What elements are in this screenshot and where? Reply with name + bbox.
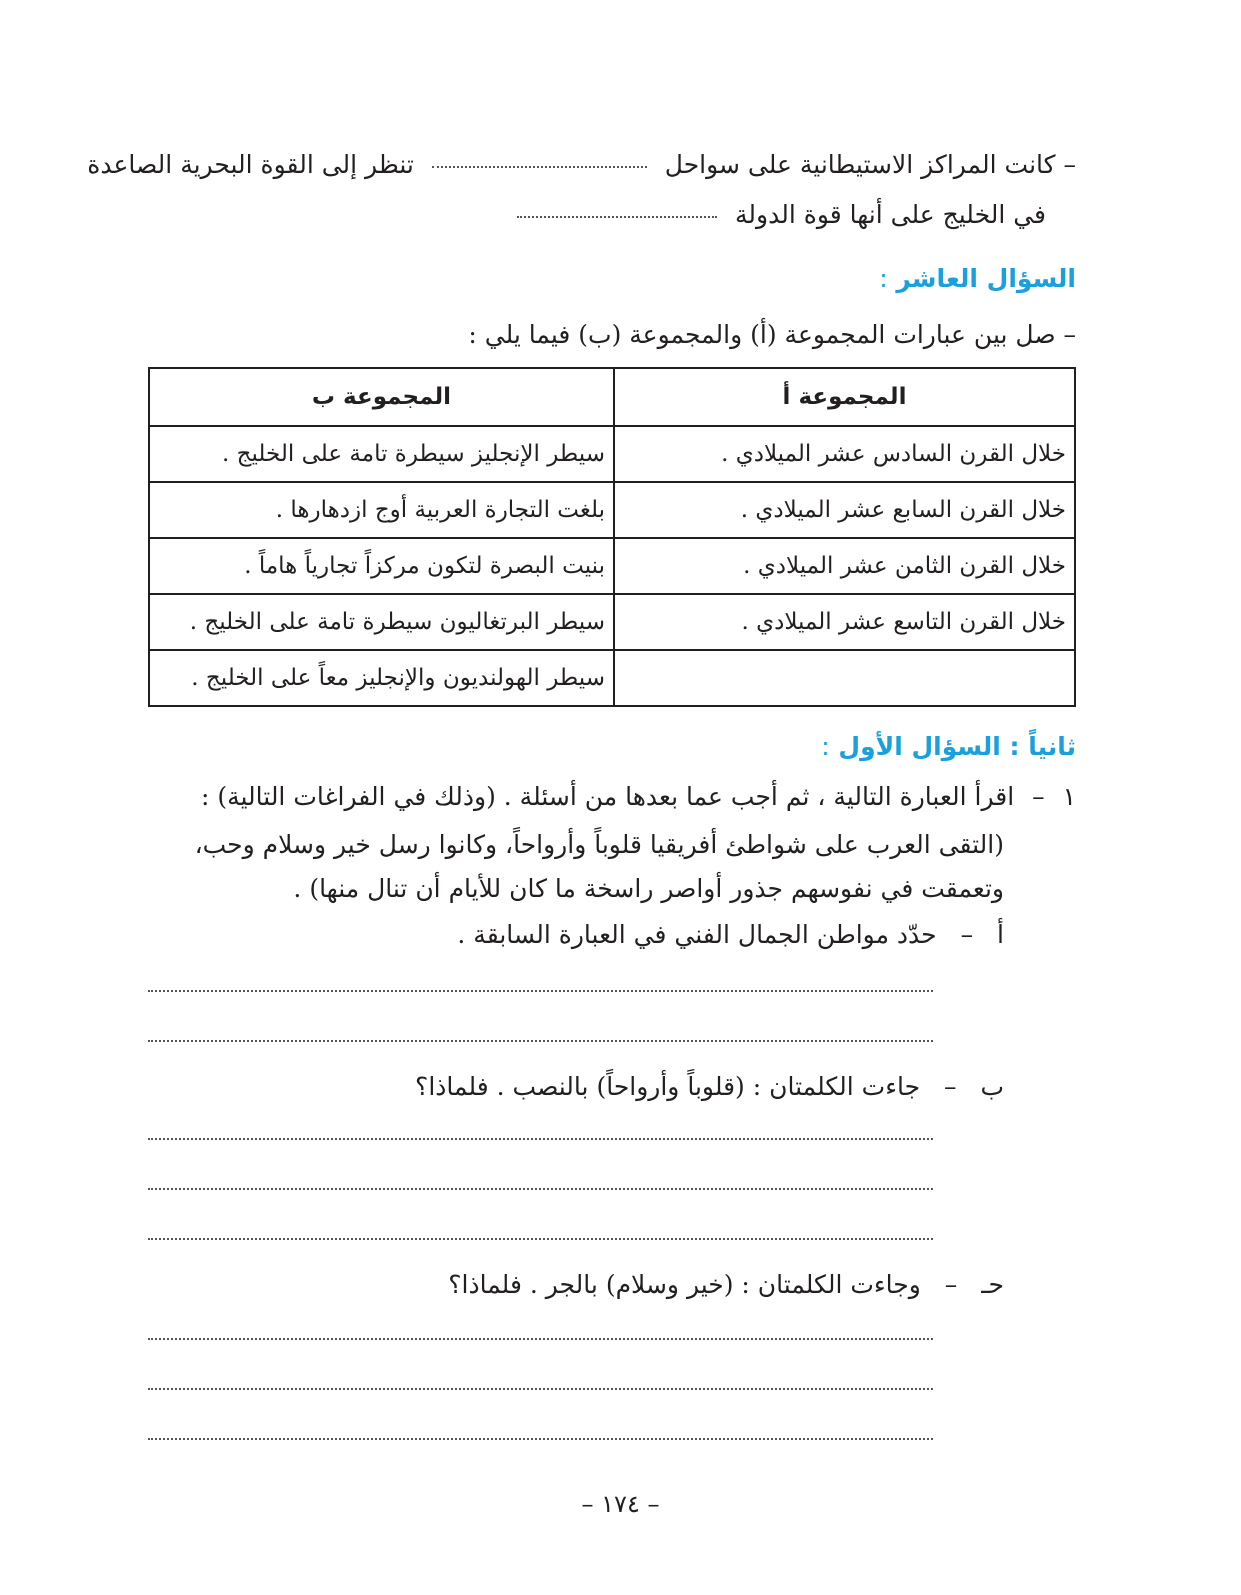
- table-row: [149, 426, 1075, 482]
- answer-line[interactable]: [148, 1238, 933, 1240]
- header-group-a: المجموعة أ: [614, 368, 1075, 426]
- table-row: [149, 650, 1075, 706]
- answer-line[interactable]: [148, 1388, 933, 1390]
- statement-line-2: [517, 198, 1046, 232]
- table-row: [149, 594, 1075, 650]
- answer-line[interactable]: [148, 1138, 933, 1140]
- sub-b-letter: ب: [980, 1072, 1004, 1101]
- sub-dash: –: [944, 1270, 958, 1299]
- sub-question-b: [415, 1070, 1004, 1104]
- statement-start: – كانت المراكز الاستيطانية على سواحل: [664, 150, 1076, 179]
- cell-group-b: بنيت البصرة لتكون مركزاً تجارياً هاماً .: [149, 538, 614, 594]
- cell-group-a: [614, 650, 1075, 706]
- page-number: – ١٧٤ –: [581, 1490, 660, 1518]
- cell-group-a: خلال القرن الثامن عشر الميلادي .: [614, 538, 1075, 594]
- cell-group-a: خلال القرن السادس عشر الميلادي .: [614, 426, 1075, 482]
- sub-dash: –: [944, 1072, 957, 1101]
- item-dash: –: [1032, 782, 1045, 811]
- answer-line[interactable]: [148, 1040, 933, 1042]
- sub-b-text: جاءت الكلمتان : (قلوباً وأرواحاً) بالنصب . فلماذا؟: [415, 1072, 921, 1101]
- section-2-heading: [821, 730, 1076, 764]
- section-2-title: ثانياً : السؤال الأول: [838, 732, 1076, 761]
- sub-a-text: حدّد مواطن الجمال الفني في العبارة السابقة .: [457, 920, 937, 949]
- statement-line-1: [87, 148, 1076, 182]
- sub-dash: –: [960, 920, 974, 949]
- statement-line-2-text: في الخليج على أنها قوة الدولة: [735, 200, 1046, 229]
- item-1: [201, 780, 1076, 814]
- cell-group-a: خلال القرن التاسع عشر الميلادي .: [614, 594, 1075, 650]
- passage-line-2: وتعمقت في نفوسهم جذور أواصر راسخة ما كان للأيام أن تنال منها) .: [293, 874, 1004, 903]
- cell-group-b: سيطر الهولنديون والإنجليز معاً على الخليج .: [149, 650, 614, 706]
- item-number: ١: [1062, 782, 1076, 811]
- sub-c-letter: حـ: [981, 1270, 1004, 1299]
- cell-group-a: خلال القرن السابع عشر الميلادي .: [614, 482, 1075, 538]
- answer-line[interactable]: [148, 1438, 933, 1440]
- cell-group-b: بلغت التجارة العربية أوج ازدهارها .: [149, 482, 614, 538]
- heading-colon: :: [821, 732, 830, 761]
- question-10-heading: [879, 262, 1076, 296]
- question-10-title: السؤال العاشر: [896, 264, 1076, 293]
- fill-blank: [517, 215, 717, 218]
- table-header-row: [149, 368, 1075, 426]
- sub-question-c: [448, 1268, 1004, 1302]
- item-1-text: اقرأ العبارة التالية ، ثم أجب عما بعدها من أسئلة . (وذلك في الفراغات التالية) :: [200, 782, 1015, 811]
- header-group-b: المجموعة ب: [149, 368, 614, 426]
- heading-colon: :: [879, 264, 888, 293]
- answer-line[interactable]: [148, 1188, 933, 1190]
- sub-a-letter: أ: [997, 920, 1004, 949]
- table-row: [149, 482, 1075, 538]
- fill-blank: [432, 165, 647, 168]
- cell-group-b: سيطر البرتغاليون سيطرة تامة على الخليج .: [149, 594, 614, 650]
- answer-line[interactable]: [148, 990, 933, 992]
- cell-group-b: سيطر الإنجليز سيطرة تامة على الخليج .: [149, 426, 614, 482]
- sub-question-a: [457, 918, 1004, 952]
- answer-line[interactable]: [148, 1338, 933, 1340]
- sub-c-text: وجاءت الكلمتان : (خير وسلام) بالجر . فلماذا؟: [448, 1270, 921, 1299]
- matching-table: [148, 367, 1076, 707]
- table-row: [149, 538, 1075, 594]
- statement-end: تنظر إلى القوة البحرية الصاعدة: [87, 150, 414, 179]
- passage-line-1: (التقى العرب على شواطئ أفريقيا قلوباً وأرواحاً، وكانوا رسل خير وسلام وحب،: [194, 830, 1004, 859]
- question-10-instruction: – صل بين عبارات المجموعة (أ) والمجموعة (ب) فيما يلي :: [468, 320, 1076, 349]
